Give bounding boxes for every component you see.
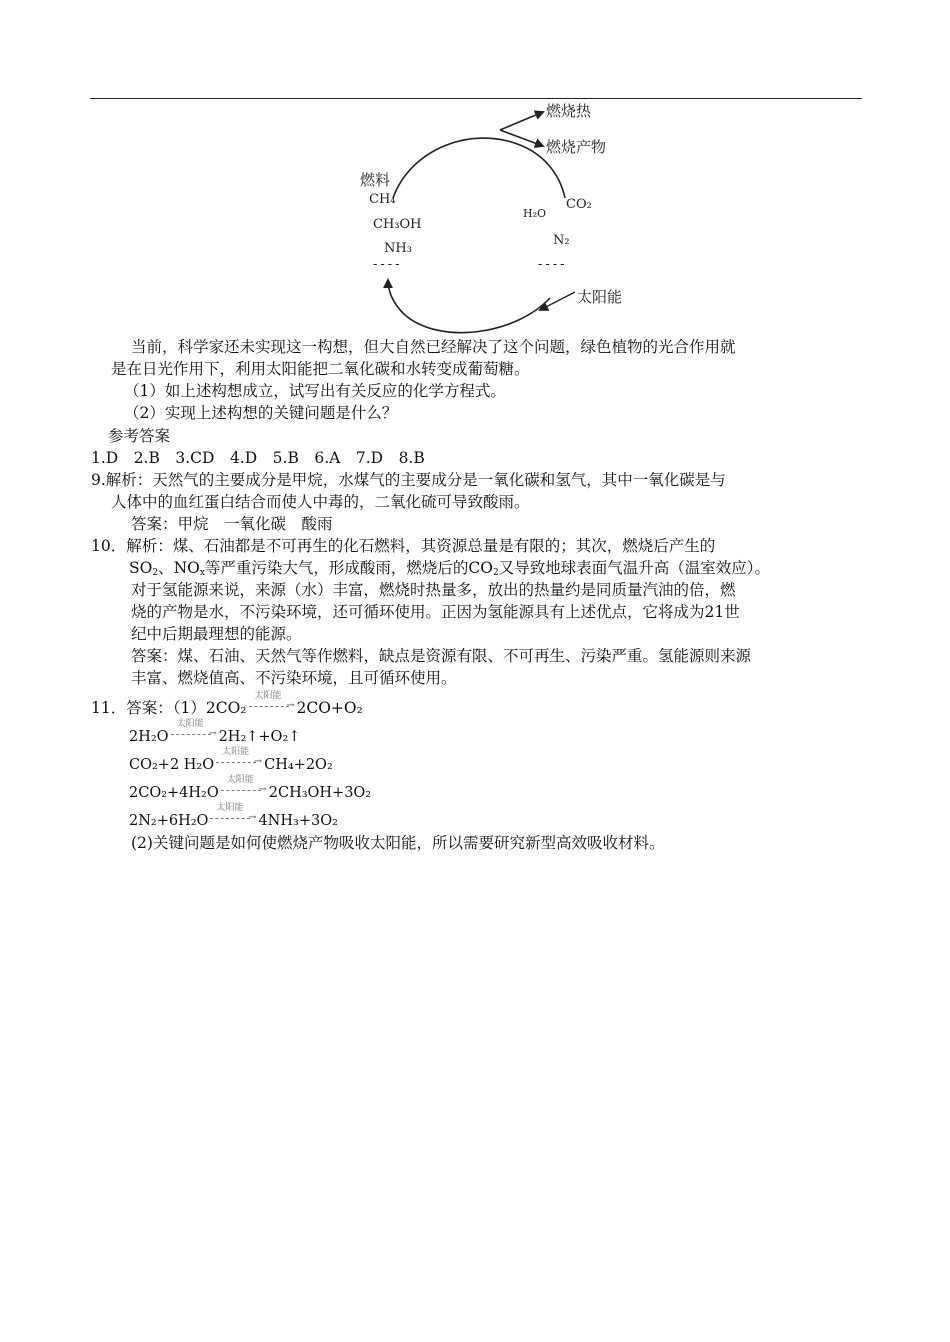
reaction-arrow: 太阳能 →	[221, 783, 267, 797]
fuel-label: 燃料	[360, 171, 391, 189]
reference-answers-heading: 参考答案	[108, 427, 171, 445]
answer-10-line: 纪中后期最理想的能源。	[131, 625, 302, 643]
equation-1	[91, 691, 363, 718]
answer-10-result: 丰富、燃烧值高、不污染环境，且可循环使用。	[131, 669, 457, 687]
equation-4	[129, 775, 372, 803]
equation-lhs: 2CO₂	[205, 699, 247, 717]
reaction-condition: 太阳能	[254, 691, 282, 701]
product-h2o: H₂O	[523, 207, 547, 220]
reaction-arrow: 太阳能 →	[249, 699, 295, 713]
answer-10-line: 10．解析：煤、石油都是不可再生的化石燃料，其资源总量是有限的；其次，燃烧后产生的	[91, 537, 716, 555]
text-fragment: SO	[129, 559, 153, 577]
fuel-nh3: NH₃	[384, 241, 412, 256]
answer-9-line: 9.解析：天然气的主要成分是甲烷，水煤气的主要成分是一氧化碳和氢气，其中一氧化碳是与	[91, 471, 726, 489]
text-fragment: 、NO	[158, 559, 200, 577]
reaction-condition: 太阳能	[222, 747, 250, 757]
answer-10-line: 对于氢能源来说，来源（水）丰富，燃烧时热量多，放出的热量约是同质量汽油的倍，燃	[131, 581, 736, 599]
answer-10-line: $SO_2$、$NO_x$等严重污染大气，形成酸雨，燃烧后的$CO_2$又导致地球表面气温升高（温室效应）。	[129, 559, 770, 578]
output-heat-label: 燃烧热	[546, 102, 592, 120]
equation-lhs: 2N₂+6H₂O	[129, 813, 209, 829]
product-n2: N₂	[553, 233, 570, 248]
reaction-arrow: 太阳能 →	[210, 811, 256, 825]
equation-5	[129, 803, 338, 831]
fuel-cycle-diagram	[0, 0, 950, 345]
paragraph-line: 当前，科学家还未实现这一构想，但大自然已经解决了这个问题，绿色植物的光合作用就	[131, 338, 736, 356]
reaction-condition: 太阳能	[226, 775, 254, 785]
equation-rhs: 4NH₃+3O₂	[258, 813, 338, 829]
fuel-ch3oh: CH₃OH	[373, 217, 422, 232]
fuel-ch4: CH₄	[369, 192, 396, 207]
paragraph-line: 是在日光作用下，利用太阳能把二氧化碳和水转变成葡萄糖。	[111, 360, 530, 378]
text-fragment: 等严重污染大气，形成酸雨，燃烧后的CO	[204, 559, 493, 577]
answer-9-line: 人体中的血红蛋白结合而使人中毒的，二氧化硫可导致酸雨。	[111, 493, 530, 511]
solar-energy-arrow	[540, 292, 575, 310]
answer-9-result: 答案：甲烷 一氧化碳 酸雨	[131, 515, 333, 533]
solar-energy-label: 太阳能	[577, 288, 623, 306]
equation-rhs: 2H₂↑+O₂↑	[218, 729, 301, 745]
combustion-arc	[393, 138, 565, 198]
answer-10-result: 答案：煤、石油、天然气等作燃料，缺点是资源有限、不可再生、污染严重。氢能源则来源	[131, 647, 752, 665]
reaction-arrow: 太阳能 →	[216, 755, 262, 769]
equation-lhs: 2CO₂+4H₂O	[129, 785, 219, 801]
equation-rhs: 2CH₃OH+3O₂	[268, 785, 372, 801]
product-dashes: ----	[538, 257, 568, 272]
answer-10-line: 烧的产物是水，不污染环境，还可循环使用。正因为氢能源具有上述优点，它将成为21世	[131, 603, 740, 621]
fuel-dashes: ----	[373, 257, 403, 272]
output-products-label: 燃烧产物	[546, 138, 607, 156]
reaction-condition: 太阳能	[216, 803, 244, 813]
multiple-choice-answers: 1.D 2.B 3.CD 4.D 5.B 6.A 7.D 8.B	[91, 449, 425, 467]
equation-lhs: 2H₂O	[129, 729, 169, 745]
solar-arc	[388, 280, 550, 333]
question-1: （1）如上述构想成立，试写出有关反应的化学方程式。	[124, 382, 506, 400]
equation-rhs: CH₄+2O₂	[264, 757, 333, 773]
answer-11-label: 11．答案：（1）	[91, 699, 206, 717]
output-split-arrow-products	[500, 130, 543, 146]
product-co2: CO₂	[566, 197, 592, 212]
equation-rhs: 2CO+O₂	[296, 699, 363, 717]
text-fragment: 又导致地球表面气温升高（温室效应）。	[498, 559, 770, 577]
answer-11-part-2: (2)关键问题是如何使燃烧产物吸收太阳能，所以需要研究新型高效吸收材料。	[131, 834, 665, 852]
equation-2	[129, 719, 301, 747]
reaction-arrow: 太阳能 →	[171, 727, 217, 741]
reaction-condition: 太阳能	[176, 719, 204, 729]
output-split-arrow-heat	[500, 112, 543, 130]
question-2: （2）实现上述构想的关键问题是什么？	[124, 404, 398, 422]
equation-lhs: CO₂+2 H₂O	[129, 757, 215, 773]
